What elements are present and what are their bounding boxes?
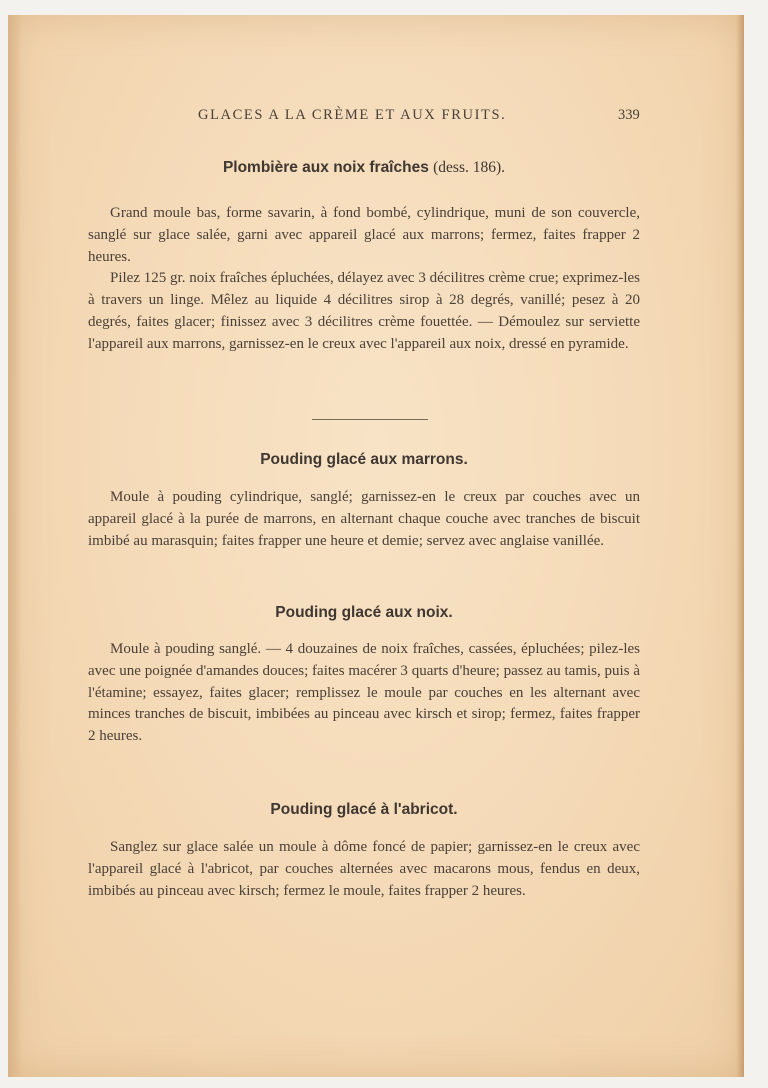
running-title: GLACES A LA CRÈME ET AUX FRUITS. [198,107,507,123]
section-divider [312,419,428,420]
page-edge-left [8,15,22,1077]
section-title: Pouding glacé à l'abricot. [270,801,458,818]
section-pouding-noix-body [88,639,640,748]
paragraph: Sanglez sur glace salée un moule à dôme foncé de papier; garnissez-en le creux avec l'appareil glacé à l'abricot, par couches alternées avec macarons mous, fendus en deux, imbibés au pinceau avec kirsch; fermez le moule, faites frapper 2 heures. [88,839,640,899]
paragraph: Pilez 125 gr. noix fraîches épluchées, délayez avec 3 décilitres crème crue; exprimez-les à travers un linge. Mêlez au liquide 4 décilitres sirop à 28 degrés, vanillé; pesez à 20 degrés, faites glacer; finissez avec 3 décilitres crème fouettée. — Démoulez sur serviette l'appareil aux marrons, garnissez-en le creux avec l'appareil aux noix, dressé en pyramide. [88,270,640,352]
section-title: Pouding glacé aux marrons. [260,451,468,468]
book-page [8,15,744,1077]
section-title: Pouding glacé aux noix. [275,604,453,621]
section-pouding-marrons [88,451,640,469]
section-title-text: Plombière aux noix fraîches [222,159,429,176]
section-pouding-marrons-body [88,487,640,552]
paragraph: Grand moule bas, forme savarin, à fond bombé, cylindrique, muni de son couvercle, sanglé sur glace salée, garni avec appareil glacé aux marrons; fermez, faites frapper 2 heures. [88,205,640,265]
page-edge-right [736,15,744,1077]
section-plombiere-body [88,203,640,356]
paragraph: Moule à pouding cylindrique, sanglé; garnissez-en le creux par couches avec un appareil glacé à la purée de marrons, en alternant chaque couche avec tranches de biscuit imbibé au marasquin; faites frapper une heure et demie; servez avec anglaise vanillée. [88,489,640,549]
paragraph: Moule à pouding sanglé. — 4 douzaines de noix fraîches, cassées, épluchées; pilez-les avec une poignée d'amandes douces; faites macérer 3 quarts d'heure; passez au tamis, puis à l'étamine; essayez, faites glacer; remplissez le moule par couches en les alternant avec minces tranches de biscuit, imbibées au pinceau avec kirsch et sirop; fermez, faites frapper 2 heures. [88,641,640,745]
page-number: 339 [618,107,640,123]
figure-reference: (dess. 186). [433,159,506,176]
section-pouding-noix [88,604,640,622]
running-head [8,107,744,129]
section-title [88,159,640,177]
section-plombiere [88,159,640,177]
section-pouding-abricot [88,801,640,819]
section-pouding-abricot-body [88,837,640,902]
